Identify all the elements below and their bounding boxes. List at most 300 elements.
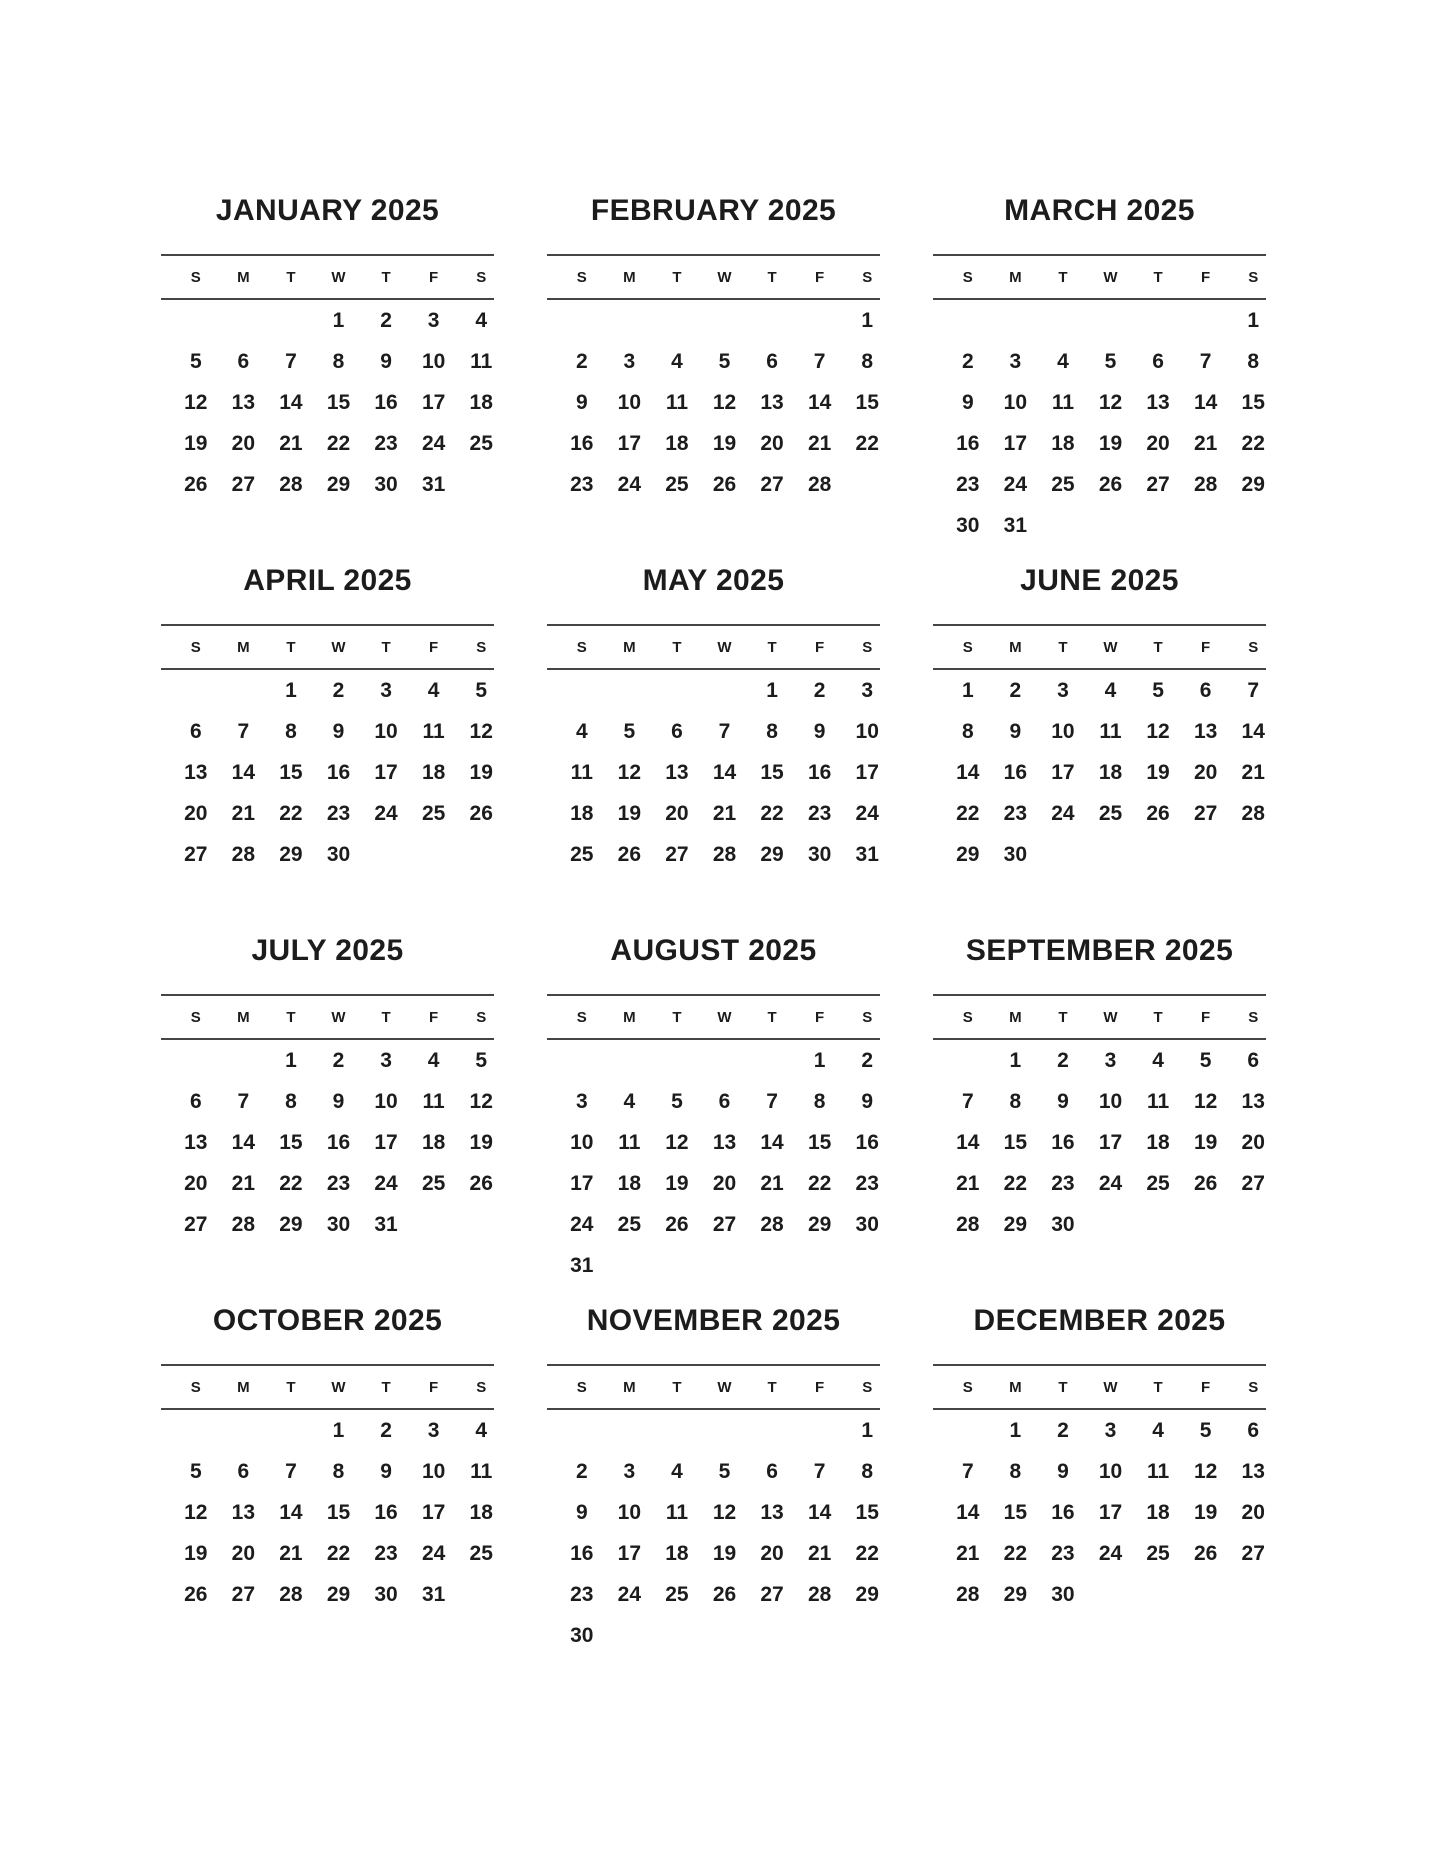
day-cell: 18 — [1098, 760, 1123, 784]
weekday-label: M — [623, 268, 636, 286]
day-cell: 25 — [665, 472, 689, 496]
day-cell: 15 — [1003, 1500, 1028, 1524]
week-row — [944, 1040, 1277, 1081]
day-cell: 5 — [718, 1459, 731, 1483]
day-cell: 18 — [570, 801, 594, 825]
weekday-label: T — [1058, 638, 1068, 656]
weekday-header-row — [558, 996, 891, 1038]
day-cell: 1 — [1247, 308, 1260, 332]
month-title: MAY 2025 — [642, 564, 785, 597]
day-cell: 2 — [1009, 678, 1022, 702]
day-cell: 26 — [1193, 1171, 1218, 1195]
week-row — [558, 1410, 891, 1451]
day-cell: 20 — [760, 1541, 784, 1565]
day-cell: 21 — [712, 801, 737, 825]
weekday-label: T — [381, 1378, 391, 1396]
day-cell: 11 — [1146, 1459, 1170, 1483]
weekday-header-row — [944, 996, 1277, 1038]
week-row — [172, 752, 505, 793]
week-row — [172, 1492, 505, 1533]
day-cell: 10 — [1051, 719, 1075, 743]
week-row — [944, 505, 1277, 546]
day-cell: 19 — [712, 1541, 737, 1565]
week-row — [172, 1574, 505, 1615]
week-row — [944, 793, 1277, 834]
day-cell: 23 — [807, 801, 832, 825]
day-cell: 9 — [813, 719, 826, 743]
day-cell: 12 — [469, 1089, 493, 1113]
weekday-label: W — [1103, 1378, 1118, 1396]
weeks — [933, 670, 1266, 875]
day-cell: 29 — [1241, 472, 1265, 496]
weeks — [933, 1040, 1266, 1245]
day-cell: 26 — [1193, 1541, 1218, 1565]
day-cell: 12 — [1193, 1459, 1218, 1483]
day-cell: 2 — [1057, 1418, 1069, 1442]
day-cell: 23 — [570, 472, 594, 496]
day-cell: 30 — [374, 1582, 398, 1606]
day-cell: 18 — [1146, 1500, 1170, 1524]
week-row — [558, 423, 891, 464]
day-cell: 10 — [421, 349, 446, 373]
day-cell: 26 — [1146, 801, 1170, 825]
weekday-label: S — [576, 268, 587, 286]
day-cell: 1 — [861, 1418, 874, 1442]
weekday-label: F — [1201, 1008, 1211, 1026]
day-cell: 1 — [1009, 1048, 1022, 1072]
day-cell: 17 — [617, 431, 642, 455]
week-row — [172, 1081, 505, 1122]
day-cell: 9 — [332, 719, 345, 743]
weekday-label: T — [767, 1378, 777, 1396]
week-row — [944, 1574, 1277, 1615]
weekday-label: S — [576, 1008, 587, 1026]
weekday-label: T — [1058, 1008, 1068, 1026]
week-row — [558, 752, 891, 793]
day-cell: 16 — [326, 1130, 351, 1154]
day-cell: 7 — [766, 1089, 778, 1113]
day-cell: 18 — [1146, 1130, 1170, 1154]
day-cell: 30 — [326, 1212, 351, 1236]
day-cell: 20 — [760, 431, 784, 455]
day-cell: 8 — [813, 1089, 826, 1113]
day-cell: 13 — [231, 1500, 256, 1524]
day-cell: 5 — [189, 349, 202, 373]
weekday-label: T — [672, 1008, 682, 1026]
day-cell: 3 — [575, 1089, 588, 1113]
day-cell: 1 — [285, 1048, 297, 1072]
day-cell: 29 — [279, 1212, 303, 1236]
weekday-label: S — [1248, 638, 1259, 656]
day-cell: 12 — [712, 390, 737, 414]
week-row — [558, 382, 891, 423]
day-cell: 10 — [1098, 1089, 1123, 1113]
day-cell: 5 — [189, 1459, 202, 1483]
day-cell: 13 — [1146, 390, 1170, 414]
day-cell: 21 — [807, 1541, 832, 1565]
day-cell: 14 — [956, 1500, 980, 1524]
day-cell: 8 — [861, 349, 874, 373]
day-cell: 3 — [380, 1048, 392, 1072]
day-cell: 31 — [374, 1212, 398, 1236]
day-cell: 30 — [1051, 1212, 1075, 1236]
day-cell: 3 — [1104, 1418, 1117, 1442]
day-cell: 29 — [1003, 1212, 1028, 1236]
week-row — [172, 1451, 505, 1492]
day-cell: 6 — [237, 1459, 250, 1483]
day-cell: 26 — [712, 472, 737, 496]
day-cell: 9 — [380, 349, 392, 373]
day-cell: 17 — [421, 390, 446, 414]
weekday-label: F — [429, 638, 439, 656]
day-cell: 29 — [1003, 1582, 1028, 1606]
week-row — [944, 1122, 1277, 1163]
day-cell: 21 — [279, 431, 303, 455]
day-cell: 30 — [956, 513, 980, 537]
weekday-label: T — [1153, 1008, 1163, 1026]
month-calendar — [547, 546, 880, 916]
day-cell: 9 — [1057, 1459, 1069, 1483]
month-title: SEPTEMBER 2025 — [965, 934, 1234, 967]
week-row — [558, 1163, 891, 1204]
day-cell: 29 — [279, 842, 303, 866]
week-row — [558, 1040, 891, 1081]
weekday-label: T — [1153, 268, 1163, 286]
month-title: OCTOBER 2025 — [212, 1304, 443, 1337]
week-row — [558, 793, 891, 834]
month-table — [547, 624, 880, 875]
day-cell: 7 — [285, 1459, 297, 1483]
day-cell: 13 — [184, 1130, 208, 1154]
day-cell: 2 — [961, 349, 974, 373]
day-cell: 27 — [1146, 472, 1170, 496]
weekday-label: S — [962, 1008, 973, 1026]
day-cell: 30 — [374, 472, 398, 496]
day-cell: 24 — [1003, 472, 1028, 496]
day-cell: 13 — [760, 390, 784, 414]
weekday-label: W — [717, 1008, 732, 1026]
day-cell: 17 — [374, 760, 398, 784]
week-row — [944, 711, 1277, 752]
day-cell: 22 — [760, 801, 784, 825]
week-row — [558, 464, 891, 505]
day-cell: 23 — [570, 1582, 594, 1606]
weekday-label: F — [1201, 1378, 1211, 1396]
weekday-label: S — [476, 1378, 487, 1396]
day-cell: 8 — [1009, 1459, 1022, 1483]
day-cell: 13 — [665, 760, 689, 784]
day-cell: 7 — [285, 349, 297, 373]
day-cell: 20 — [1241, 1500, 1265, 1524]
weekday-label: T — [672, 268, 682, 286]
day-cell: 7 — [1199, 349, 1212, 373]
weekday-label: F — [429, 1378, 439, 1396]
week-row — [172, 382, 505, 423]
day-cell: 10 — [421, 1459, 446, 1483]
day-cell: 14 — [956, 1130, 980, 1154]
day-cell: 18 — [421, 1130, 446, 1154]
day-cell: 9 — [380, 1459, 392, 1483]
day-cell: 30 — [326, 842, 351, 866]
day-cell: 25 — [1146, 1171, 1170, 1195]
week-row — [558, 1615, 891, 1656]
week-row — [558, 1245, 891, 1286]
day-cell: 16 — [1003, 760, 1028, 784]
weekday-label: F — [429, 1008, 439, 1026]
day-cell: 10 — [374, 1089, 398, 1113]
month-table — [933, 624, 1266, 875]
weekday-label: F — [815, 1008, 825, 1026]
day-cell: 2 — [332, 1048, 345, 1072]
day-cell: 4 — [1152, 1418, 1164, 1442]
weekday-label: W — [717, 1378, 732, 1396]
week-row — [944, 752, 1277, 793]
weekday-label: W — [331, 1378, 346, 1396]
weekday-header-row — [944, 626, 1277, 668]
day-cell: 28 — [807, 472, 832, 496]
day-cell: 20 — [231, 1541, 256, 1565]
day-cell: 25 — [617, 1212, 642, 1236]
month-title: AUGUST 2025 — [610, 934, 817, 967]
day-cell: 11 — [470, 349, 493, 373]
week-row — [944, 670, 1277, 711]
month-calendar — [933, 176, 1266, 546]
day-cell: 12 — [184, 1500, 208, 1524]
day-cell: 29 — [807, 1212, 832, 1236]
day-cell: 28 — [807, 1582, 832, 1606]
day-cell: 12 — [184, 390, 208, 414]
day-cell: 25 — [1051, 472, 1075, 496]
weekday-header-row — [558, 626, 891, 668]
day-cell: 3 — [623, 1459, 636, 1483]
month-table — [547, 254, 880, 505]
day-cell: 10 — [1003, 390, 1028, 414]
weekday-label: M — [237, 1378, 250, 1396]
week-row — [944, 834, 1277, 875]
day-cell: 14 — [807, 390, 832, 414]
day-cell: 14 — [279, 390, 303, 414]
day-cell: 20 — [665, 801, 689, 825]
day-cell: 14 — [279, 1500, 303, 1524]
day-cell: 17 — [570, 1171, 594, 1195]
week-row — [558, 1204, 891, 1245]
day-cell: 31 — [1003, 513, 1028, 537]
day-cell: 11 — [1051, 390, 1075, 414]
month-calendar — [933, 1286, 1266, 1656]
day-cell: 16 — [855, 1130, 879, 1154]
weekday-label: T — [381, 638, 391, 656]
weekday-header-row — [172, 256, 505, 298]
day-cell: 15 — [855, 1500, 879, 1524]
week-row — [172, 1533, 505, 1574]
day-cell: 16 — [570, 1541, 594, 1565]
day-cell: 23 — [326, 1171, 351, 1195]
weeks — [933, 300, 1266, 546]
day-cell: 7 — [1247, 678, 1260, 702]
day-cell: 23 — [1051, 1171, 1075, 1195]
day-cell: 24 — [617, 1582, 642, 1606]
week-row — [944, 341, 1277, 382]
day-cell: 12 — [712, 1500, 737, 1524]
day-cell: 4 — [671, 349, 683, 373]
weeks — [933, 1410, 1266, 1615]
day-cell: 18 — [469, 1500, 493, 1524]
day-cell: 6 — [1247, 1418, 1260, 1442]
day-cell: 4 — [427, 678, 440, 702]
day-cell: 3 — [1104, 1048, 1117, 1072]
day-cell: 28 — [712, 842, 737, 866]
day-cell: 19 — [1146, 760, 1170, 784]
weeks — [547, 300, 880, 505]
day-cell: 14 — [760, 1130, 784, 1154]
day-cell: 6 — [671, 719, 683, 743]
day-cell: 8 — [285, 719, 297, 743]
weekday-label: S — [862, 638, 873, 656]
weekday-label: M — [1009, 1008, 1022, 1026]
day-cell: 16 — [570, 431, 594, 455]
day-cell: 4 — [475, 1418, 488, 1442]
day-cell: 20 — [1193, 760, 1218, 784]
weeks — [161, 300, 494, 505]
week-row — [558, 1574, 891, 1615]
week-row — [558, 670, 891, 711]
day-cell: 25 — [570, 842, 594, 866]
weekday-label: T — [767, 638, 777, 656]
day-cell: 4 — [475, 308, 488, 332]
month-table — [161, 254, 494, 505]
day-cell: 18 — [469, 390, 493, 414]
day-cell: 26 — [1098, 472, 1123, 496]
day-cell: 16 — [374, 390, 398, 414]
day-cell: 29 — [326, 472, 351, 496]
day-cell: 11 — [618, 1130, 641, 1154]
day-cell: 23 — [326, 801, 351, 825]
day-cell: 18 — [665, 1541, 689, 1565]
day-cell: 3 — [861, 678, 874, 702]
day-cell: 29 — [855, 1582, 879, 1606]
day-cell: 22 — [855, 431, 879, 455]
day-cell: 28 — [1241, 801, 1265, 825]
month-table — [547, 1364, 880, 1656]
day-cell: 16 — [807, 760, 832, 784]
day-cell: 26 — [665, 1212, 689, 1236]
day-cell: 5 — [1152, 678, 1164, 702]
day-cell: 19 — [1193, 1500, 1218, 1524]
day-cell: 15 — [326, 390, 351, 414]
weekday-label: M — [237, 638, 250, 656]
day-cell: 20 — [1146, 431, 1170, 455]
day-cell: 19 — [712, 431, 737, 455]
day-cell: 10 — [1098, 1459, 1123, 1483]
weekday-label: W — [331, 638, 346, 656]
day-cell: 1 — [813, 1048, 826, 1072]
week-row — [172, 793, 505, 834]
weekday-label: W — [331, 1008, 346, 1026]
day-cell: 15 — [1003, 1130, 1028, 1154]
day-cell: 15 — [760, 760, 784, 784]
week-row — [172, 423, 505, 464]
weeks — [161, 670, 494, 875]
day-cell: 30 — [1051, 1582, 1075, 1606]
week-row — [944, 1410, 1277, 1451]
day-cell: 9 — [961, 390, 974, 414]
day-cell: 28 — [231, 842, 256, 866]
day-cell: 2 — [380, 1418, 392, 1442]
day-cell: 8 — [1009, 1089, 1022, 1113]
day-cell: 1 — [332, 308, 345, 332]
day-cell: 26 — [184, 472, 208, 496]
day-cell: 8 — [332, 1459, 345, 1483]
day-cell: 12 — [469, 719, 493, 743]
day-cell: 11 — [1099, 719, 1122, 743]
day-cell: 21 — [956, 1541, 980, 1565]
day-cell: 12 — [1146, 719, 1170, 743]
day-cell: 15 — [279, 760, 303, 784]
day-cell: 6 — [189, 719, 202, 743]
weekday-label: T — [767, 1008, 777, 1026]
day-cell: 4 — [623, 1089, 636, 1113]
month-table — [933, 1364, 1266, 1615]
day-cell: 2 — [380, 308, 392, 332]
day-cell: 30 — [1003, 842, 1028, 866]
day-cell: 22 — [1241, 431, 1265, 455]
day-cell: 13 — [1241, 1089, 1265, 1113]
weekday-label: M — [623, 638, 636, 656]
day-cell: 6 — [766, 349, 778, 373]
day-cell: 4 — [427, 1048, 440, 1072]
month-table — [161, 1364, 494, 1615]
day-cell: 11 — [470, 1459, 493, 1483]
weekday-label: S — [190, 1378, 201, 1396]
week-row — [558, 341, 891, 382]
day-cell: 28 — [279, 1582, 303, 1606]
weekday-header-row — [558, 256, 891, 298]
week-row — [944, 1081, 1277, 1122]
day-cell: 18 — [617, 1171, 642, 1195]
day-cell: 15 — [855, 390, 879, 414]
day-cell: 7 — [961, 1089, 974, 1113]
day-cell: 21 — [956, 1171, 980, 1195]
day-cell: 11 — [422, 719, 445, 743]
month-calendar — [161, 176, 494, 546]
weekday-label: T — [672, 638, 682, 656]
day-cell: 29 — [760, 842, 784, 866]
month-title: MARCH 2025 — [1004, 194, 1195, 227]
day-cell: 23 — [374, 431, 398, 455]
day-cell: 13 — [760, 1500, 784, 1524]
weekday-label: S — [476, 638, 487, 656]
day-cell: 24 — [1051, 801, 1075, 825]
day-cell: 21 — [760, 1171, 784, 1195]
weekday-header-row — [172, 1366, 505, 1408]
month-calendar — [161, 546, 494, 916]
day-cell: 11 — [665, 1500, 689, 1524]
weekday-label: W — [717, 638, 732, 656]
week-row — [558, 834, 891, 875]
weekday-label: S — [190, 1008, 201, 1026]
day-cell: 28 — [279, 472, 303, 496]
day-cell: 25 — [469, 431, 493, 455]
day-cell: 16 — [374, 1500, 398, 1524]
weekday-label: T — [286, 1008, 296, 1026]
day-cell: 21 — [231, 801, 256, 825]
day-cell: 11 — [665, 390, 689, 414]
weeks — [161, 1410, 494, 1615]
day-cell: 21 — [231, 1171, 256, 1195]
day-cell: 1 — [766, 678, 778, 702]
week-row — [172, 1122, 505, 1163]
week-row — [558, 711, 891, 752]
